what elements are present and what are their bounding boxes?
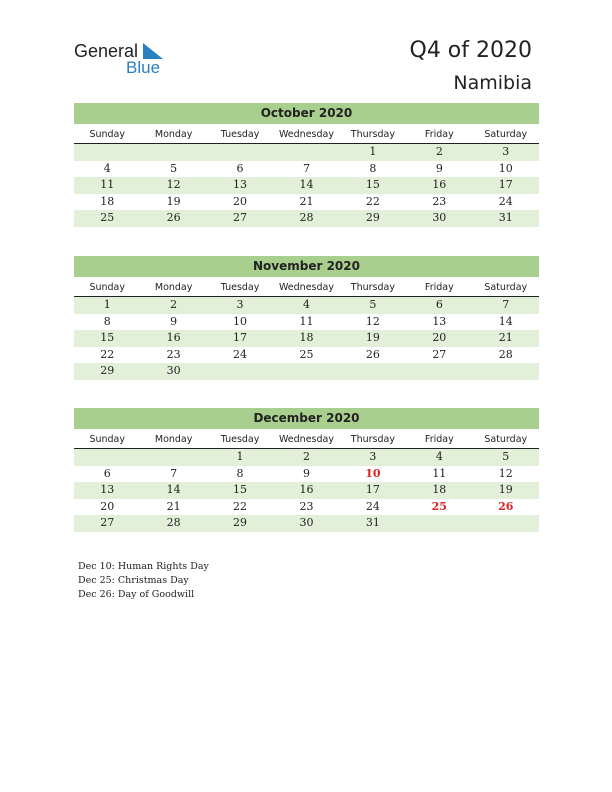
date-cell: 30 — [166, 364, 181, 377]
date-cell: 13 — [100, 483, 115, 496]
date-cell: 12 — [365, 314, 380, 328]
date-cell: 15 — [233, 483, 248, 496]
weekday-header-row — [74, 127, 539, 144]
date-cell — [140, 144, 206, 161]
country-name: Namibia — [453, 72, 532, 94]
date-cell: 2 — [435, 145, 443, 158]
month-title: October 2020 — [74, 103, 539, 124]
date-cell: 17 — [233, 331, 248, 344]
date-cell: 16 — [166, 331, 181, 344]
date-cell: 20 — [432, 331, 447, 344]
date-cell: 3 — [236, 298, 244, 311]
date-cell: 2 — [170, 298, 178, 311]
date-cell — [207, 144, 273, 161]
date-cell: 22 — [233, 499, 248, 513]
holiday-date-cell: 25 — [431, 499, 447, 513]
month-november — [74, 256, 539, 380]
date-cell: 22 — [100, 347, 115, 361]
holiday-date-cell: 10 — [365, 466, 381, 480]
date-cell: 5 — [502, 450, 510, 463]
weekday-label: Thursday — [350, 129, 395, 140]
week-row — [74, 210, 539, 227]
weekday-header-row — [74, 280, 539, 297]
date-cell: 6 — [236, 161, 244, 175]
date-cell: 24 — [365, 499, 380, 513]
holiday-note: Dec 25: Christmas Day — [78, 575, 189, 586]
date-cell: 13 — [432, 314, 447, 328]
date-cell: 19 — [166, 194, 181, 208]
weekday-label: Friday — [424, 434, 454, 445]
date-cell — [406, 363, 472, 380]
date-cell: 17 — [365, 483, 380, 496]
logo-general-text: General — [74, 41, 139, 61]
date-cell: 25 — [299, 347, 314, 361]
holiday-date-cell: 26 — [498, 499, 514, 513]
weekday-label: Wednesday — [278, 282, 334, 293]
date-cell: 15 — [365, 178, 380, 191]
date-cell: 30 — [432, 211, 447, 224]
weekday-label: Thursday — [350, 282, 395, 293]
date-cell: 3 — [369, 450, 377, 463]
week-row — [74, 194, 539, 211]
weekday-label: Saturday — [484, 129, 528, 140]
date-cell: 8 — [103, 314, 111, 328]
month-october — [74, 103, 539, 227]
date-cell: 29 — [233, 516, 248, 529]
date-cell: 17 — [498, 178, 513, 191]
date-cell — [340, 363, 406, 380]
date-cell: 21 — [498, 331, 513, 344]
date-cell: 9 — [302, 466, 310, 480]
date-cell: 4 — [302, 298, 310, 311]
date-cell: 4 — [103, 161, 111, 175]
date-cell: 14 — [498, 314, 513, 328]
week-row — [74, 347, 539, 364]
date-cell: 7 — [502, 298, 510, 311]
weekday-label: Tuesday — [220, 434, 260, 445]
date-cell: 7 — [302, 161, 310, 175]
date-cell: 21 — [166, 499, 181, 513]
date-cell: 14 — [166, 483, 181, 496]
weekday-label: Sunday — [89, 434, 125, 445]
date-cell: 3 — [502, 145, 510, 158]
date-cell: 28 — [299, 211, 314, 224]
date-cell: 28 — [498, 347, 513, 361]
weekday-label: Sunday — [89, 129, 125, 140]
date-cell: 24 — [233, 347, 248, 361]
date-cell: 8 — [236, 466, 244, 480]
week-row — [74, 499, 539, 516]
date-cell — [74, 449, 140, 466]
week-row — [74, 297, 539, 314]
date-cell: 19 — [498, 483, 513, 496]
date-cell: 15 — [100, 331, 115, 344]
date-cell — [207, 363, 273, 380]
date-cell: 20 — [100, 499, 115, 513]
date-cell: 16 — [432, 178, 447, 191]
weekday-label: Sunday — [89, 282, 125, 293]
date-cell: 1 — [369, 145, 377, 158]
weekday-label: Saturday — [484, 282, 528, 293]
holiday-note: Dec 26: Day of Goodwill — [78, 589, 195, 600]
weekday-label: Tuesday — [220, 282, 260, 293]
date-cell: 10 — [498, 161, 513, 175]
date-cell: 18 — [100, 194, 115, 208]
date-cell: 10 — [233, 314, 248, 328]
month-december — [74, 408, 539, 532]
week-row — [74, 330, 539, 347]
weekday-label: Tuesday — [220, 129, 260, 140]
date-cell: 2 — [302, 450, 310, 463]
date-cell: 14 — [299, 178, 314, 191]
date-cell: 23 — [299, 499, 314, 513]
date-cell: 27 — [100, 516, 115, 529]
date-cell: 20 — [233, 194, 248, 208]
date-cell: 11 — [100, 178, 115, 191]
week-row — [74, 449, 539, 466]
date-cell: 25 — [100, 211, 115, 224]
date-cell: 29 — [100, 364, 115, 377]
date-cell: 1 — [103, 298, 111, 311]
week-row — [74, 144, 539, 161]
date-cell: 18 — [299, 331, 314, 344]
date-cell — [74, 144, 140, 161]
week-row — [74, 515, 539, 532]
month-title: December 2020 — [74, 408, 539, 429]
date-cell: 22 — [365, 194, 380, 208]
date-cell: 26 — [166, 211, 181, 224]
weekday-label: Thursday — [350, 434, 395, 445]
date-cell — [273, 144, 339, 161]
date-cell — [473, 363, 539, 380]
date-cell — [406, 515, 472, 532]
date-cell: 6 — [435, 298, 443, 311]
week-row — [74, 314, 539, 331]
date-cell: 26 — [365, 347, 380, 361]
date-cell: 31 — [365, 516, 380, 529]
date-cell: 24 — [498, 194, 513, 208]
weekday-label: Friday — [424, 129, 454, 140]
page-title: Q4 of 2020 — [409, 38, 532, 63]
weekday-label: Wednesday — [278, 129, 334, 140]
date-cell — [473, 515, 539, 532]
date-cell: 11 — [432, 466, 447, 480]
date-cell: 19 — [365, 331, 380, 344]
date-cell: 27 — [432, 347, 447, 361]
date-cell: 4 — [435, 450, 443, 463]
date-cell: 11 — [299, 314, 314, 328]
date-cell: 27 — [233, 211, 248, 224]
date-cell: 30 — [299, 516, 314, 529]
week-row — [74, 466, 539, 483]
logo — [74, 41, 184, 81]
weekday-header-row — [74, 432, 539, 449]
holiday-notes — [78, 560, 209, 602]
weekday-label: Friday — [424, 282, 454, 293]
holiday-note: Dec 10: Human Rights Day — [78, 561, 209, 572]
date-cell: 23 — [432, 194, 447, 208]
month-title: November 2020 — [74, 256, 539, 277]
date-cell: 29 — [365, 211, 380, 224]
weekday-label: Monday — [154, 129, 193, 140]
date-cell — [140, 449, 206, 466]
date-cell: 5 — [170, 161, 178, 175]
date-cell: 16 — [299, 483, 314, 496]
logo-blue-text: Blue — [126, 58, 161, 77]
date-cell: 12 — [498, 466, 513, 480]
date-cell: 23 — [166, 347, 181, 361]
date-cell: 18 — [432, 483, 447, 496]
date-cell: 31 — [498, 211, 513, 224]
date-cell: 13 — [233, 178, 248, 191]
date-cell: 7 — [170, 466, 178, 480]
date-cell: 5 — [369, 298, 377, 311]
date-cell: 28 — [166, 516, 181, 529]
weekday-label: Monday — [154, 282, 193, 293]
date-cell — [273, 363, 339, 380]
week-row — [74, 482, 539, 499]
date-cell: 21 — [299, 194, 314, 208]
weekday-label: Monday — [154, 434, 193, 445]
date-cell: 9 — [170, 314, 178, 328]
date-cell: 8 — [369, 161, 377, 175]
week-row — [74, 363, 539, 380]
week-row — [74, 177, 539, 194]
date-cell: 6 — [103, 466, 111, 480]
week-row — [74, 161, 539, 178]
date-cell: 12 — [166, 178, 181, 191]
date-cell: 9 — [435, 161, 443, 175]
weekday-label: Saturday — [484, 434, 528, 445]
weekday-label: Wednesday — [278, 434, 334, 445]
date-cell: 1 — [236, 450, 244, 463]
